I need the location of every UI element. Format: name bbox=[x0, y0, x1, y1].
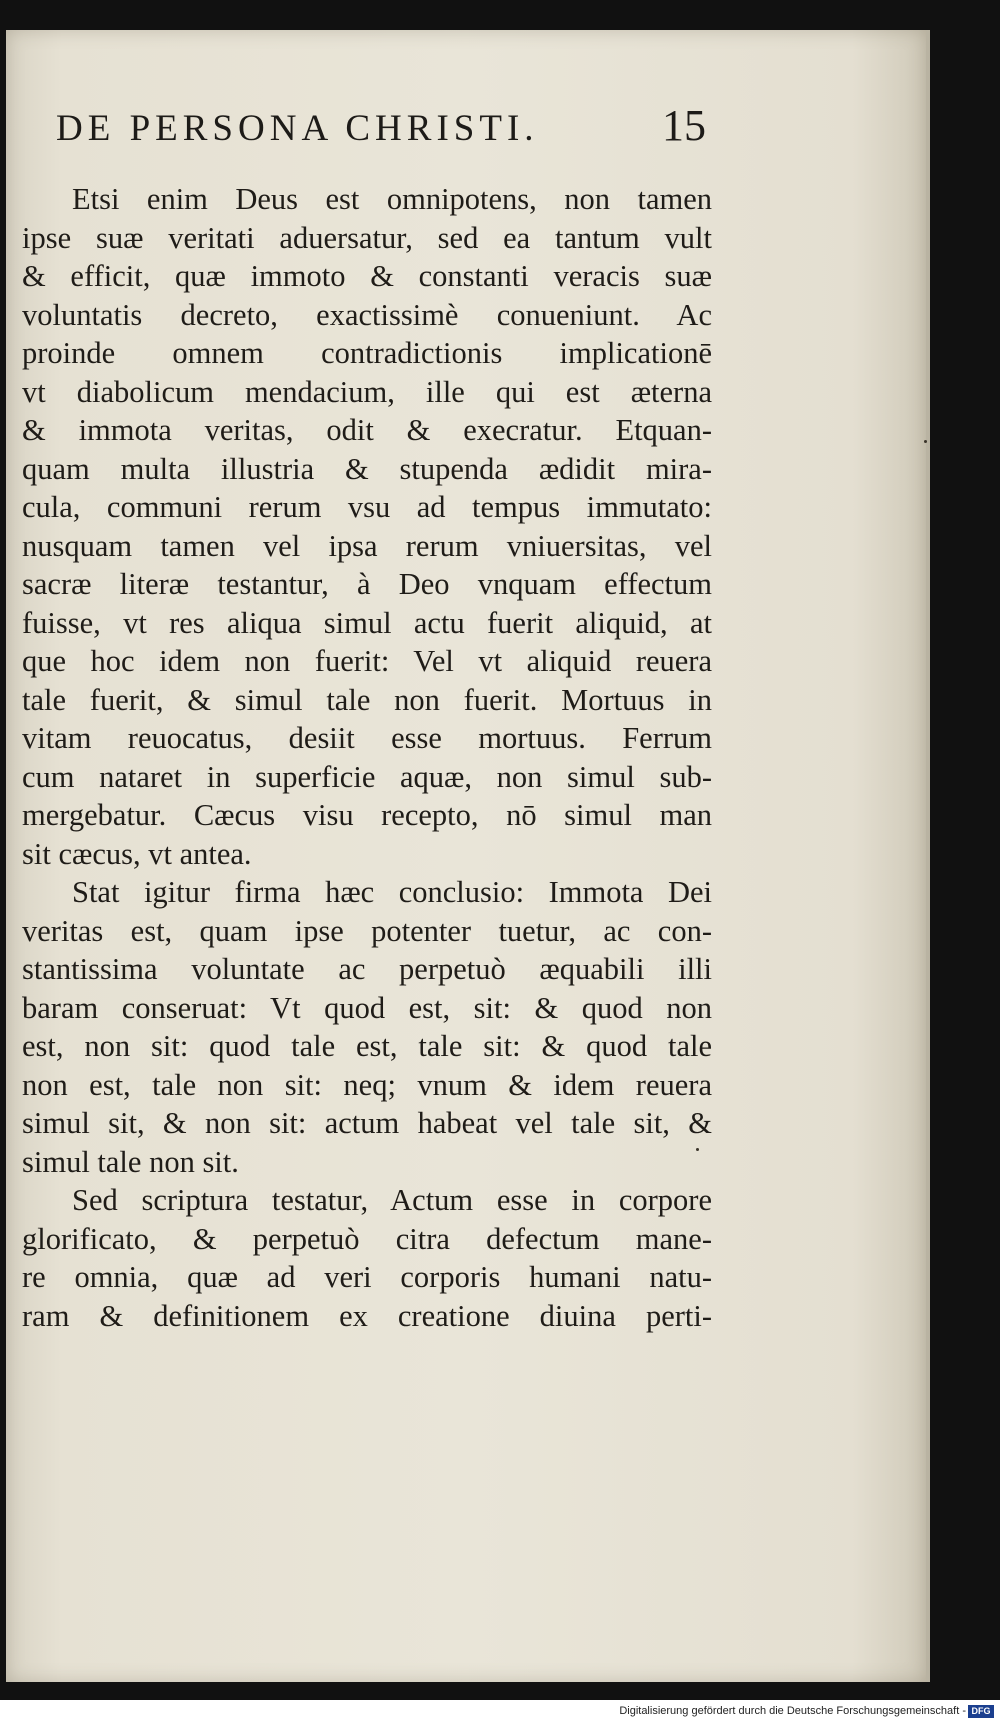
body-text bbox=[22, 180, 712, 1335]
text-line: ram & definitionem ex creatione diuina perti- bbox=[22, 1298, 712, 1333]
text-line: Etsi enim Deus est omnipotens, non tamen bbox=[72, 182, 712, 216]
text-line: non est, tale non sit: neq; vnum & idem reuera bbox=[22, 1067, 712, 1102]
text-line: baram conseruat: Vt quod est, sit: & quod non bbox=[22, 990, 712, 1025]
text-line: fuisse, vt res aliqua simul actu fuerit aliquid, at bbox=[22, 605, 712, 640]
text-line: proinde omnem contradictionis implicationē bbox=[22, 336, 712, 370]
text-line: sacræ literæ testantur, à Deo vnquam effectum bbox=[22, 567, 712, 601]
page-number: 15 bbox=[662, 101, 706, 150]
text-line: est, non sit: quod tale est, tale sit: & quod tale bbox=[22, 1029, 712, 1063]
text-line: glorificato, & perpetuò citra defectum mane- bbox=[22, 1221, 712, 1256]
text-line: sit cæcus, vt antea. bbox=[22, 836, 252, 871]
running-head bbox=[56, 100, 706, 170]
text-line: vitam reuocatus, desiit esse mortuus. Ferrum bbox=[22, 721, 712, 755]
funding-credit: Digitalisierung gefördert durch die Deutsche Forschungsgemeinschaft - bbox=[619, 1705, 966, 1717]
text-line: cula, communi rerum vsu ad tempus immutato: bbox=[22, 490, 712, 524]
text-line: nusquam tamen vel ipsa rerum vniuersitas, vel bbox=[22, 528, 712, 563]
text-line: Stat igitur firma hæc conclusio: Immota Dei bbox=[72, 875, 712, 909]
text-line: simul sit, & non sit: actum habeat vel tale sit, & bbox=[22, 1106, 712, 1140]
page-edge bbox=[926, 30, 930, 1682]
dfg-logo-icon: DFG bbox=[968, 1705, 994, 1718]
footer-bar bbox=[0, 1700, 1000, 1724]
text-line: Sed scriptura testatur, Actum esse in corpore bbox=[72, 1183, 712, 1217]
paper-speck bbox=[924, 440, 927, 443]
text-line: ipse suæ veritati aduersatur, sed ea tantum vult bbox=[22, 220, 712, 255]
text-line: & efficit, quæ immoto & constanti veracis suæ bbox=[22, 259, 712, 293]
text-line: vt diabolicum mendacium, ille qui est æterna bbox=[22, 374, 712, 409]
text-line: que hoc idem non fuerit: Vel vt aliquid reuera bbox=[22, 644, 712, 678]
running-head-title: DE PERSONA CHRISTI. bbox=[56, 108, 539, 149]
text-line: quam multa illustria & stupenda ædidit mira- bbox=[22, 451, 712, 486]
text-line: stantissima voluntate ac perpetuò æquabili illi bbox=[22, 952, 712, 986]
text-line: & immota veritas, odit & execratur. Etquan- bbox=[22, 413, 712, 447]
text-line: veritas est, quam ipse potenter tuetur, ac con- bbox=[22, 913, 712, 948]
text-line: simul tale non sit. bbox=[22, 1144, 239, 1179]
text-line: re omnia, quæ ad veri corporis humani natu- bbox=[22, 1260, 712, 1294]
text-line: voluntatis decreto, exactissimè conueniunt. Ac bbox=[22, 297, 712, 332]
text-line: cum nataret in superficie aquæ, non simul sub- bbox=[22, 759, 712, 794]
book-page bbox=[6, 30, 926, 1682]
paper-speck bbox=[696, 1148, 699, 1151]
text-line: mergebatur. Cæcus visu recepto, nō simul man bbox=[22, 798, 712, 832]
text-line: tale fuerit, & simul tale non fuerit. Mortuus in bbox=[22, 682, 712, 717]
